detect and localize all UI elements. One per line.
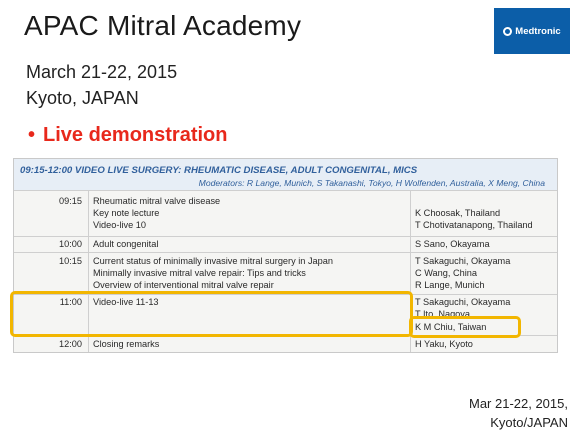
row-speaker: T Sakaguchi, Okayama (415, 256, 511, 266)
row-time: 10:15 (59, 256, 82, 266)
row-item: Video-live 10 (93, 220, 146, 230)
logo-mark-icon (503, 27, 512, 36)
bullet-text: Live demonstration (43, 124, 228, 146)
highlight-speaker-taiwan (409, 316, 521, 338)
event-date: March 21-22, 2015 (26, 62, 178, 82)
row-speaker: C Wang, China (415, 268, 477, 278)
row-divider (14, 190, 557, 191)
footer-location: Kyoto/JAPAN (490, 415, 568, 430)
row-speaker: T Ito, Nagoya (415, 309, 470, 319)
row-speaker: K M Chiu, Taiwan (415, 322, 487, 332)
row-item: Adult congenital (93, 239, 159, 249)
logo-text: Medtronic (515, 25, 561, 37)
row-speaker: T Chotivatanapong, Thailand (415, 220, 533, 230)
row-divider (14, 252, 557, 253)
row-item: Minimally invasive mitral valve repair: Tips and tricks (93, 268, 306, 278)
session-title: 09:15-12:00 VIDEO LIVE SURGERY: RHEUMATIC DISEASE, ADULT CONGENITAL, MICS (20, 165, 418, 176)
row-item: Closing remarks (93, 339, 160, 349)
footer-date: Mar 21-22, 2015, (468, 396, 568, 411)
footer-caption (469, 394, 568, 432)
row-time: 11:00 (59, 297, 82, 307)
row-item: Key note lecture (93, 208, 160, 218)
bullet-live-demonstration (28, 124, 228, 147)
highlight-video-live-row (10, 291, 413, 337)
row-divider (14, 236, 557, 237)
row-item: Video-live 11-13 (93, 297, 159, 307)
row-speaker: S Sano, Okayama (415, 239, 490, 249)
row-speaker: R Lange, Munich (415, 280, 485, 290)
session-header (14, 159, 557, 190)
bullet-dot-icon: • (28, 124, 36, 146)
medtronic-logo (494, 8, 570, 54)
row-item: Overview of interventional mitral valve repair (93, 280, 274, 290)
row-speaker: H Yaku, Kyoto (415, 339, 473, 349)
session-moderators: Moderators: R Lange, Munich, S Takanashi, Tokyo, H Wolfenden, Australia, X Meng, China (198, 178, 545, 188)
row-time: 10:00 (59, 239, 82, 249)
event-location: Kyoto, JAPAN (26, 88, 139, 108)
row-item: Rheumatic mitral valve disease (93, 196, 221, 206)
slide-title: APAC Mitral Academy (24, 10, 302, 41)
row-speaker: T Sakaguchi, Okayama (415, 297, 511, 307)
row-time: 09:15 (59, 196, 82, 206)
row-item: Current status of minimally invasive mitral surgery in Japan (93, 256, 333, 266)
row-speaker: K Choosak, Thailand (415, 208, 501, 218)
row-time: 12:00 (59, 339, 82, 349)
